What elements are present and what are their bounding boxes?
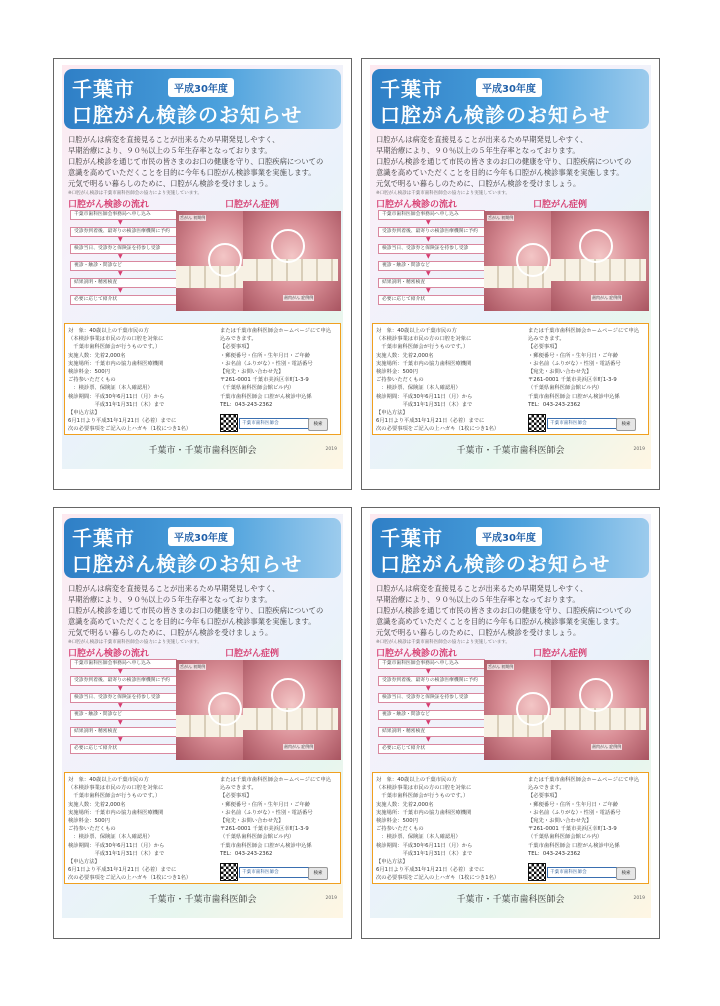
- title-banner: [372, 69, 649, 129]
- flow-step: 受診券到着後、最寄りの検診医療機関に予約: [378, 676, 485, 686]
- flow-step: 必要に応じて紹介状: [70, 295, 177, 305]
- intro-text: [376, 134, 646, 189]
- flyer-sheet: [53, 58, 352, 490]
- intro-line: 元気で明るい暮らしのために、口腔がん検診を受けましょう。: [68, 628, 273, 637]
- intro-line: 早期治療により、９０％以上の５年生存率となっております。: [68, 595, 272, 604]
- search-box: 千葉市歯科医師会: [239, 418, 309, 429]
- lesion-circle: [271, 229, 305, 263]
- down-arrow-icon: ▼: [118, 702, 123, 709]
- flow-step: 視診・触診・問診など: [378, 710, 485, 720]
- year-badge: 平成30年度: [476, 78, 542, 97]
- intro-line: 意識を高めていただくことを目的に今年も口腔がん検診事業を実施します。: [376, 168, 624, 177]
- small-note: ※口腔がん検診は千葉市歯科医師会の協力により実施しています。: [68, 640, 202, 645]
- flyer-sheet: [53, 507, 352, 939]
- flow-step: 受診券到着後、最寄りの検診医療機関に予約: [70, 227, 177, 237]
- document-code: 2019: [325, 447, 337, 452]
- intro-line: 口腔がんは病変を直接見ることが出来るため早期発見しやすく、: [376, 135, 588, 144]
- intro-line: 元気で明るい暮らしのために、口腔がん検診を受けましょう。: [68, 179, 273, 188]
- flow-step: 結果説明・精密検査: [70, 727, 177, 737]
- lesion-circle: [271, 678, 305, 712]
- city-name: 千葉市: [380, 77, 443, 101]
- oral-cancer-photo: [243, 660, 341, 760]
- flow-step: 受診券到着後、最寄りの検診医療機関に予約: [378, 227, 485, 237]
- footer-organizers: 千葉市・千葉市歯科医師会: [148, 446, 257, 456]
- lesion-circle: [579, 678, 613, 712]
- down-arrow-icon: ▼: [426, 253, 431, 260]
- intro-line: 意識を高めていただくことを目的に今年も口腔がん検診事業を実施します。: [68, 617, 316, 626]
- footer-organizers: 千葉市・千葉市歯科医師会: [148, 895, 257, 905]
- info-right-column: または千葉市歯科医師会ホームページにて申込 込みできます。 【必要事項】 ・郵便番号・住所・生年月日・ご年齢 ・お名前（ふりがな）・性別・電話番号 【宛先・お問い合わせ先】 〒261-0001 千葉市美浜区幸町1-3-9 （千葉県歯科医師会館ビル内） 千葉市歯科医師会 口腔がん検診申込係 TEL：043-243-2362: [220, 777, 332, 857]
- year-badge: 平成30年度: [168, 78, 234, 97]
- flow-step: 結果説明・精密検査: [378, 278, 485, 288]
- down-arrow-icon: ▼: [426, 287, 431, 294]
- info-right-column: または千葉市歯科医師会ホームページにて申込 込みできます。 【必要事項】 ・郵便番号・住所・生年月日・ご年齢 ・お名前（ふりがな）・性別・電話番号 【宛先・お問い合わせ先】 〒261-0001 千葉市美浜区幸町1-3-9 （千葉県歯科医師会館ビル内） 千葉市歯科医師会 口腔がん検診申込係 TEL：043-243-2362: [528, 328, 640, 408]
- down-arrow-icon: ▼: [118, 719, 123, 726]
- flyer-sheet: [361, 507, 660, 939]
- intro-line: 早期治療により、９０％以上の５年生存率となっております。: [376, 146, 580, 155]
- lesion-circle: [516, 692, 550, 726]
- flyer-title: 口腔がん検診のお知らせ: [72, 103, 303, 127]
- flyer-sheet: [361, 58, 660, 490]
- flow-step: 結果説明・精密検査: [378, 727, 485, 737]
- flow-step: 検診当日、受診券と保険証を持参し受診: [70, 693, 177, 703]
- year-badge: 平成30年度: [168, 527, 234, 546]
- footer-organizers: 千葉市・千葉市歯科医師会: [456, 895, 565, 905]
- intro-line: 元気で明るい暮らしのために、口腔がん検診を受けましょう。: [376, 179, 581, 188]
- down-arrow-icon: ▼: [118, 668, 123, 675]
- flow-heading: 口腔がん検診の流れ: [376, 200, 458, 210]
- oral-cancer-photo: [551, 211, 649, 311]
- intro-line: 口腔がん検診を通じて市民の皆さまのお口の健康を守り、口腔疾病についての: [376, 157, 632, 166]
- down-arrow-icon: ▼: [426, 685, 431, 692]
- lesion-circle: [208, 692, 242, 726]
- photo-caption: 舌がん 初期例: [180, 664, 206, 669]
- down-arrow-icon: ▼: [426, 736, 431, 743]
- photo-caption: 歯肉がん 症例例: [284, 744, 314, 749]
- down-arrow-icon: ▼: [426, 219, 431, 226]
- photo-caption: 舌がん 初期例: [488, 215, 514, 220]
- intro-line: 意識を高めていただくことを目的に今年も口腔がん検診事業を実施します。: [68, 168, 316, 177]
- oral-cancer-photo: [243, 211, 341, 311]
- flyer-title: 口腔がん検診のお知らせ: [380, 552, 611, 576]
- info-left-column: 対 象：40歳以上の千葉市民の方 （本検診事業は市民の方の口腔を対象に 千葉市歯科医師会が行うものです。） 実施人数：先着2,000名 実施場所：千葉市内の協力歯科医療機関 検診料金：500円 ご持参いただくもの ：検診票、保険証（本人確認用） 検診期間：平成30年6月11日（月）から 平成31年1月31日（木）まで 【申込方法】 6月1日より平成31年1月21日（必着）までに 次の必要事項をご記入の上ハガキ（1枚につき1名）: [68, 777, 192, 882]
- lesion-circle: [579, 229, 613, 263]
- flow-step: 必要に応じて紹介状: [378, 744, 485, 754]
- intro-text: [376, 583, 646, 638]
- intro-text: [68, 583, 338, 638]
- intro-line: 口腔がんは病変を直接見ることが出来るため早期発見しやすく、: [376, 584, 588, 593]
- flow-step: 視診・触診・問診など: [378, 261, 485, 271]
- symptom-heading: 口腔がん症例: [533, 649, 588, 659]
- down-arrow-icon: ▼: [426, 719, 431, 726]
- info-box: [64, 323, 341, 435]
- document-code: 2019: [633, 447, 645, 452]
- oral-cancer-photo: [551, 660, 649, 760]
- flow-step: 必要に応じて紹介状: [378, 295, 485, 305]
- small-note: ※口腔がん検診は千葉市歯科医師会の協力により実施しています。: [376, 191, 510, 196]
- down-arrow-icon: ▼: [118, 685, 123, 692]
- flyer: [370, 514, 651, 918]
- flow-step: 千葉市歯科医師会事務局へ申し込み: [378, 659, 485, 669]
- photo-caption: 舌がん 初期例: [488, 664, 514, 669]
- info-left-column: 対 象：40歳以上の千葉市民の方 （本検診事業は市民の方の口腔を対象に 千葉市歯科医師会が行うものです。） 実施人数：先着2,000名 実施場所：千葉市内の協力歯科医療機関 検診料金：500円 ご持参いただくもの ：検診票、保険証（本人確認用） 検診期間：平成30年6月11日（月）から 平成31年1月31日（木）まで 【申込方法】 6月1日より平成31年1月21日（必着）までに 次の必要事項をご記入の上ハガキ（1枚につき1名）: [376, 777, 500, 882]
- document-code: 2019: [325, 896, 337, 901]
- flyer-title: 口腔がん検診のお知らせ: [380, 103, 611, 127]
- flow-heading: 口腔がん検診の流れ: [68, 649, 150, 659]
- intro-line: 口腔がん検診を通じて市民の皆さまのお口の健康を守り、口腔疾病についての: [376, 606, 632, 615]
- down-arrow-icon: ▼: [118, 253, 123, 260]
- intro-line: 口腔がん検診を通じて市民の皆さまのお口の健康を守り、口腔疾病についての: [68, 606, 324, 615]
- down-arrow-icon: ▼: [426, 702, 431, 709]
- search-button: 検索: [308, 867, 328, 880]
- flow-step: 必要に応じて紹介状: [70, 744, 177, 754]
- intro-line: 口腔がんは病変を直接見ることが出来るため早期発見しやすく、: [68, 135, 280, 144]
- down-arrow-icon: ▼: [118, 736, 123, 743]
- flow-step: 検診当日、受診券と保険証を持参し受診: [378, 693, 485, 703]
- info-box: [64, 772, 341, 884]
- intro-line: 口腔がんは病変を直接見ることが出来るため早期発見しやすく、: [68, 584, 280, 593]
- flow-heading: 口腔がん検診の流れ: [376, 649, 458, 659]
- flow-step: 千葉市歯科医師会事務局へ申し込み: [378, 210, 485, 220]
- footer-organizers: 千葉市・千葉市歯科医師会: [456, 446, 565, 456]
- symptom-heading: 口腔がん症例: [225, 649, 280, 659]
- flyer: [370, 65, 651, 469]
- info-box: [372, 323, 649, 435]
- year-badge: 平成30年度: [476, 527, 542, 546]
- flow-step: 視診・触診・問診など: [70, 710, 177, 720]
- flyer: [62, 514, 343, 918]
- flyer: [62, 65, 343, 469]
- photo-caption: 歯肉がん 症例例: [592, 744, 622, 749]
- down-arrow-icon: ▼: [118, 236, 123, 243]
- info-right-column: または千葉市歯科医師会ホームページにて申込 込みできます。 【必要事項】 ・郵便番号・住所・生年月日・ご年齢 ・お名前（ふりがな）・性別・電話番号 【宛先・お問い合わせ先】 〒261-0001 千葉市美浜区幸町1-3-9 （千葉県歯科医師会館ビル内） 千葉市歯科医師会 口腔がん検診申込係 TEL：043-243-2362: [528, 777, 640, 857]
- intro-text: [68, 134, 338, 189]
- info-left-column: 対 象：40歳以上の千葉市民の方 （本検診事業は市民の方の口腔を対象に 千葉市歯科医師会が行うものです。） 実施人数：先着2,000名 実施場所：千葉市内の協力歯科医療機関 検診料金：500円 ご持参いただくもの ：検診票、保険証（本人確認用） 検診期間：平成30年6月11日（月）から 平成31年1月31日（木）まで 【申込方法】 6月1日より平成31年1月21日（必着）までに 次の必要事項をご記入の上ハガキ（1枚につき1名）: [376, 328, 500, 433]
- search-box: 千葉市歯科医師会: [239, 867, 309, 878]
- lesion-circle: [516, 243, 550, 277]
- intro-line: 意識を高めていただくことを目的に今年も口腔がん検診事業を実施します。: [376, 617, 624, 626]
- info-left-column: 対 象：40歳以上の千葉市民の方 （本検診事業は市民の方の口腔を対象に 千葉市歯科医師会が行うものです。） 実施人数：先着2,000名 実施場所：千葉市内の協力歯科医療機関 検診料金：500円 ご持参いただくもの ：検診票、保険証（本人確認用） 検診期間：平成30年6月11日（月）から 平成31年1月31日（木）まで 【申込方法】 6月1日より平成31年1月21日（必着）までに 次の必要事項をご記入の上ハガキ（1枚につき1名）: [68, 328, 192, 433]
- flyer-title: 口腔がん検診のお知らせ: [72, 552, 303, 576]
- down-arrow-icon: ▼: [118, 287, 123, 294]
- flow-step: 千葉市歯科医師会事務局へ申し込み: [70, 659, 177, 669]
- search-box: 千葉市歯科医師会: [547, 418, 617, 429]
- flow-step: 結果説明・精密検査: [70, 278, 177, 288]
- search-button: 検索: [616, 867, 636, 880]
- flow-heading: 口腔がん検診の流れ: [68, 200, 150, 210]
- intro-line: 口腔がん検診を通じて市民の皆さまのお口の健康を守り、口腔疾病についての: [68, 157, 324, 166]
- down-arrow-icon: ▼: [118, 219, 123, 226]
- city-name: 千葉市: [72, 77, 135, 101]
- photo-caption: 舌がん 初期例: [180, 215, 206, 220]
- flow-step: 受診券到着後、最寄りの検診医療機関に予約: [70, 676, 177, 686]
- photo-caption: 歯肉がん 症例例: [592, 295, 622, 300]
- qr-code-icon: [528, 863, 546, 881]
- search-button: 検索: [616, 418, 636, 431]
- intro-line: 元気で明るい暮らしのために、口腔がん検診を受けましょう。: [376, 628, 581, 637]
- city-name: 千葉市: [380, 526, 443, 550]
- down-arrow-icon: ▼: [426, 270, 431, 277]
- photo-caption: 歯肉がん 症例例: [284, 295, 314, 300]
- title-banner: [64, 69, 341, 129]
- down-arrow-icon: ▼: [426, 236, 431, 243]
- down-arrow-icon: ▼: [426, 668, 431, 675]
- small-note: ※口腔がん検診は千葉市歯科医師会の協力により実施しています。: [68, 191, 202, 196]
- flow-step: 千葉市歯科医師会事務局へ申し込み: [70, 210, 177, 220]
- down-arrow-icon: ▼: [118, 270, 123, 277]
- flow-step: 視診・触診・問診など: [70, 261, 177, 271]
- qr-code-icon: [220, 414, 238, 432]
- symptom-heading: 口腔がん症例: [533, 200, 588, 210]
- lesion-circle: [208, 243, 242, 277]
- title-banner: [64, 518, 341, 578]
- flow-step: 検診当日、受診券と保険証を持参し受診: [378, 244, 485, 254]
- search-button: 検索: [308, 418, 328, 431]
- symptom-heading: 口腔がん症例: [225, 200, 280, 210]
- intro-line: 早期治療により、９０％以上の５年生存率となっております。: [68, 146, 272, 155]
- document-code: 2019: [633, 896, 645, 901]
- flow-step: 検診当日、受診券と保険証を持参し受診: [70, 244, 177, 254]
- small-note: ※口腔がん検診は千葉市歯科医師会の協力により実施しています。: [376, 640, 510, 645]
- qr-code-icon: [528, 414, 546, 432]
- qr-code-icon: [220, 863, 238, 881]
- info-right-column: または千葉市歯科医師会ホームページにて申込 込みできます。 【必要事項】 ・郵便番号・住所・生年月日・ご年齢 ・お名前（ふりがな）・性別・電話番号 【宛先・お問い合わせ先】 〒261-0001 千葉市美浜区幸町1-3-9 （千葉県歯科医師会館ビル内） 千葉市歯科医師会 口腔がん検診申込係 TEL：043-243-2362: [220, 328, 332, 408]
- title-banner: [372, 518, 649, 578]
- intro-line: 早期治療により、９０％以上の５年生存率となっております。: [376, 595, 580, 604]
- info-box: [372, 772, 649, 884]
- city-name: 千葉市: [72, 526, 135, 550]
- search-box: 千葉市歯科医師会: [547, 867, 617, 878]
